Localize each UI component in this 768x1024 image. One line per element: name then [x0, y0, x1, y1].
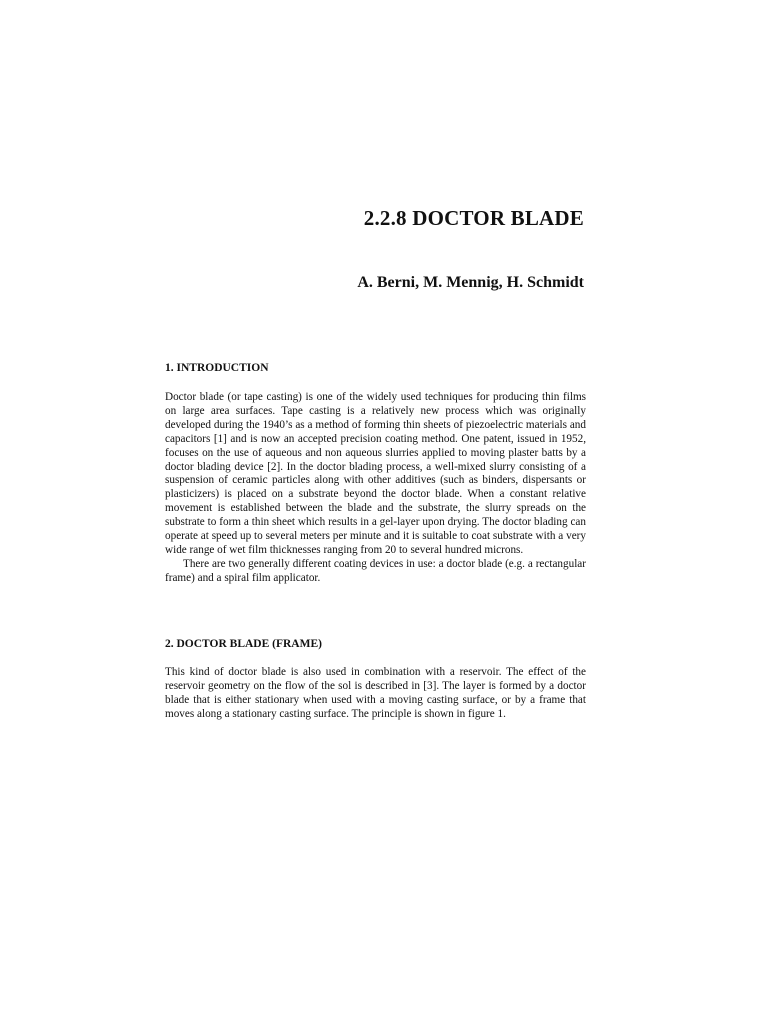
paragraph: There are two generally different coating devices in use: a doctor blade (e.g. a rectangular frame) and a spiral film applicator.	[165, 557, 586, 584]
section-body-introduction	[165, 391, 586, 586]
section-heading-doctor-blade-frame: 2. DOCTOR BLADE (FRAME)	[165, 638, 322, 650]
section-body-doctor-blade-frame	[165, 666, 586, 722]
section-heading-introduction: 1. INTRODUCTION	[165, 362, 269, 374]
paragraph: Doctor blade (or tape casting) is one of the widely used techniques for producing thin films on large area surfaces. Tape casting is a relatively new process which was originally developed during the 1940’s as a method of forming thin sheets of piezoelectric materials and capacitors [1] and is now an accepted precision coating method. One patent, issued in 1952, focuses on the use of aqueous and non aqueous slurries applied to moving plaster batts by a doctor blading device [2]. In the doctor blading process, a well-mixed slurry consisting of a suspension of ceramic particles along with other additives (such as binders, dispersants or plasticizers) is placed on a substrate beyond the doctor blade. When a constant relative movement is established between the blade and the substrate, the slurry spreads on the substrate to form a thin sheet which results in a gel-layer upon drying. The doctor blading can operate at speed up to several meters per minute and it is suitable to coat substrate with a very wide range of wet film thicknesses ranging from 20 to several hundred microns.	[165, 391, 586, 556]
authors: A. Berni, M. Mennig, H. Schmidt	[357, 274, 584, 291]
page-title: 2.2.8 DOCTOR BLADE	[363, 206, 584, 230]
paragraph: This kind of doctor blade is also used in combination with a reservoir. The effect of the reservoir geometry on the flow of the sol is described in [3]. The layer is formed by a doctor blade that is either stationary when used with a moving casting surface, or by a frame that moves along a stationary casting surface. The principle is shown in figure 1.	[165, 666, 586, 720]
